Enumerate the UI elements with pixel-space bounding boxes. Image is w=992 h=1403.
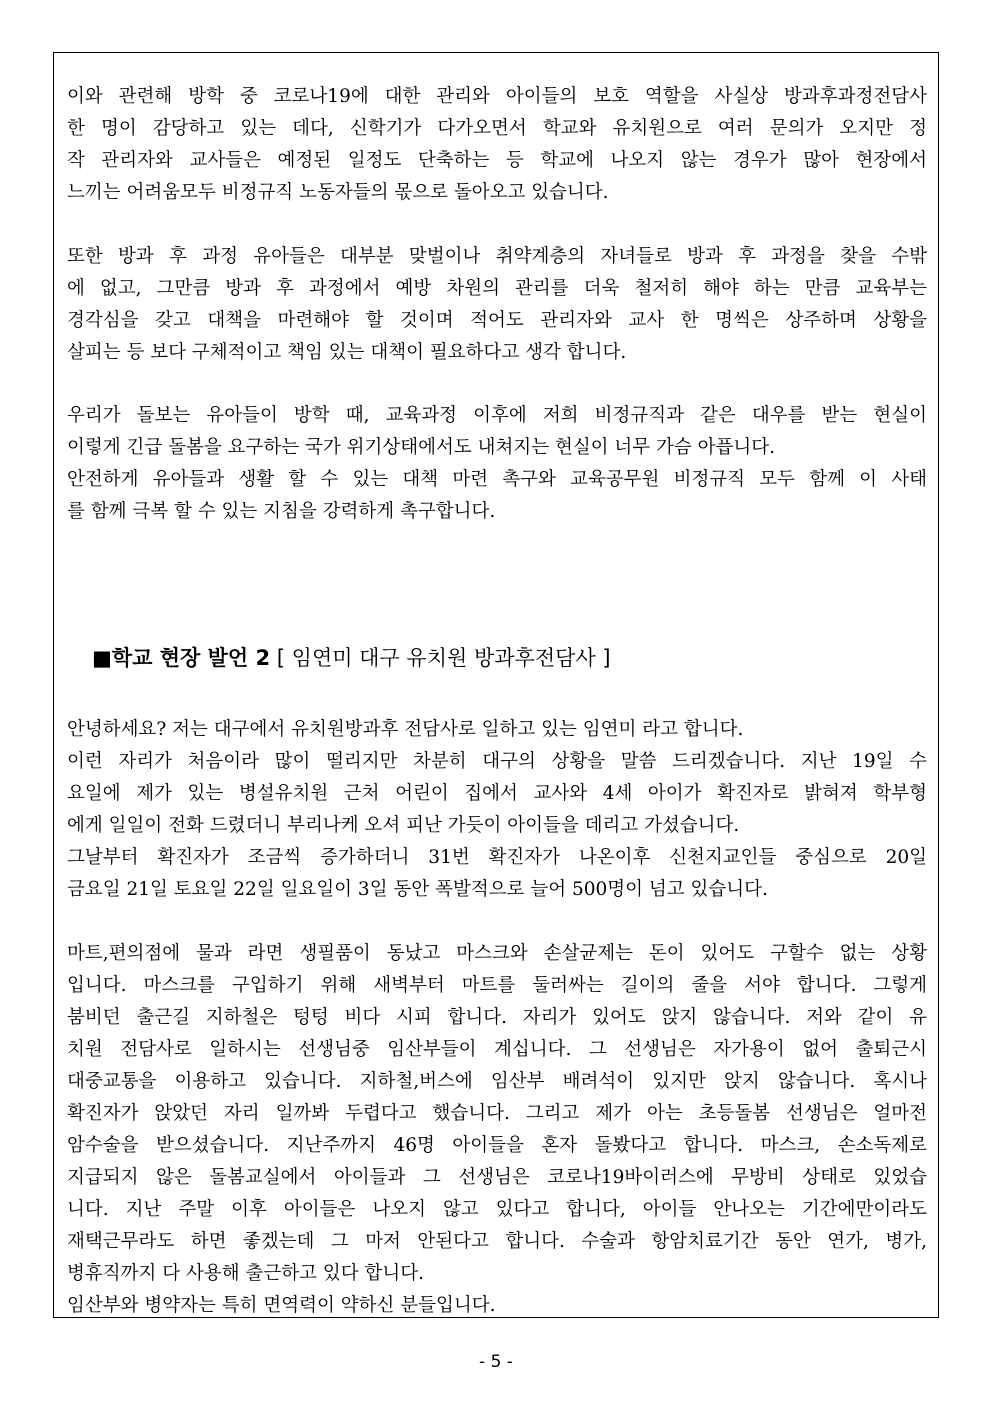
p3-line-3: 안전하게 유아들과 생활 할 수 있는 대책 마련 촉구와 교육공무원 비정규직 모두 함께 이 사태 <box>67 469 927 490</box>
p3-line-4: 를 함께 극복 할 수 있는 지침을 강력하게 촉구합니다. <box>67 501 496 522</box>
section-heading <box>92 640 611 676</box>
p2-line-2: 에 없고, 그만큼 방과 후 과정에서 예방 차원의 관리를 더욱 철저히 해야 하는 만큼 교육부는 <box>67 278 927 299</box>
p5-line-11: 병휴직까지 다 사용해 출근하고 있다 합니다. <box>67 1263 424 1284</box>
p1-line-3: 작 관리자와 교사들은 예정된 일정도 단축하는 등 학교에 나오지 않는 경우가 많아 현장에서 <box>67 150 927 171</box>
p2-line-1: 또한 방과 후 과정 유아들은 대부분 맞벌이나 취약계층의 자녀들로 방과 후 과정을 찾을 수밖 <box>67 246 927 267</box>
p4-line-2: 이런 자리가 처음이라 많이 떨리지만 차분히 대구의 상황을 말씀 드리겠습니다. 지난 19일 수 <box>67 751 927 772</box>
page-number: - 5 - <box>479 1352 513 1372</box>
p1-line-1: 이와 관련해 방학 중 코로나19에 대한 관리와 아이들의 보호 역할을 사실상 방과후과정전담사 <box>67 86 927 107</box>
p5-line-7: 암수술을 받으셨습니다. 지난주까지 46명 아이들을 혼자 돌봤다고 합니다. 마스크, 손소독제로 <box>67 1135 927 1156</box>
p5-line-8: 지급되지 않은 돌봄교실에서 아이들과 그 선생님은 코로나19바이러스에 무방비 상태로 있었습 <box>67 1167 927 1188</box>
p4-line-5: 그날부터 확진자가 조금씩 증가하더니 31번 확진자가 나온이후 신천지교인들 중심으로 20일 <box>67 847 927 868</box>
p4-line-6: 금요일 21일 토요일 22일 일요일이 3일 동안 폭발적으로 늘어 500명이 넘고 있습니다. <box>67 879 768 900</box>
p5-line-9: 니다. 지난 주말 이후 아이들은 나오지 않고 있다고 합니다, 아이들 안나오는 기간에만이라도 <box>67 1199 927 1220</box>
p1-line-4: 느끼는 어려움모두 비정규직 노동자들의 몫으로 돌아오고 있습니다. <box>67 182 609 203</box>
p5-line-10: 재택근무라도 하면 좋겠는데 그 마저 안된다고 합니다. 수술과 항암치료기간 동안 연가, 병가, <box>67 1231 927 1252</box>
p5-line-1: 마트,편의점에 물과 라면 생필품이 동났고 마스크와 손살균제는 돈이 있어도 구할수 없는 상황 <box>67 943 927 964</box>
p2-line-4: 살피는 등 보다 구체적이고 책임 있는 대책이 필요하다고 생각 합니다. <box>67 342 627 363</box>
p2-line-3: 경각심을 갖고 대책을 마련해야 할 것이며 적어도 관리자와 교사 한 명씩은 상주하며 상황을 <box>67 310 927 331</box>
p4-line-1: 안녕하세요? 저는 대구에서 유치원방과후 전담사로 일하고 있는 임연미 라고 합니다. <box>67 719 744 740</box>
p5-line-6: 확진자가 앉았던 자리 일까봐 두렵다고 했습니다. 그리고 제가 아는 초등돌봄 선생님은 얼마전 <box>67 1103 927 1124</box>
p3-line-1: 우리가 돌보는 유아들이 방학 때, 교육과정 이후에 저희 비정규직과 같은 대우를 받는 현실이 <box>67 405 927 426</box>
p4-line-4: 에게 일일이 전화 드렸더니 부리나케 오셔 피난 가듯이 아이들을 데리고 가셨습니다. <box>67 815 740 836</box>
section-heading-speaker: [ 임연미 대구 유치원 방과후전담사 ] <box>270 646 611 670</box>
p5-line-3: 붐비던 출근길 지하철은 텅텅 비다 시피 합니다. 자리가 있어도 앉지 않습니다. 저와 같이 유 <box>67 1007 927 1028</box>
p5-line-2: 입니다. 마스크를 구입하기 위해 새벽부터 마트를 둘러싸는 길이의 줄을 서야 합니다. 그렇게 <box>67 975 927 996</box>
p4-line-3: 요일에 제가 있는 병설유치원 근처 어린이 집에서 교사와 4세 아이가 확진자로 밝혀져 학부형 <box>67 783 927 804</box>
p3-line-2: 이렇게 긴급 돌봄을 요구하는 국가 위기상태에서도 내쳐지는 현실이 너무 가슴 아픕니다. <box>67 437 776 458</box>
p1-line-2: 한 명이 감당하고 있는 데다, 신학기가 다가오면서 학교와 유치원으로 여러 문의가 오지만 정 <box>67 118 927 139</box>
section-heading-title: ■학교 현장 발언 2 <box>92 646 271 670</box>
p5-line-4: 치원 전담사로 일하시는 선생님중 임산부들이 계십니다. 그 선생님은 자가용이 없어 출퇴근시 <box>67 1039 927 1060</box>
p5-line-5: 대중교통을 이용하고 있습니다. 지하철,버스에 임산부 배려석이 있지만 앉지 않습니다. 혹시나 <box>67 1071 927 1092</box>
p5-line-12: 임산부와 병약자는 특히 면역력이 약하신 분들입니다. <box>67 1295 496 1316</box>
